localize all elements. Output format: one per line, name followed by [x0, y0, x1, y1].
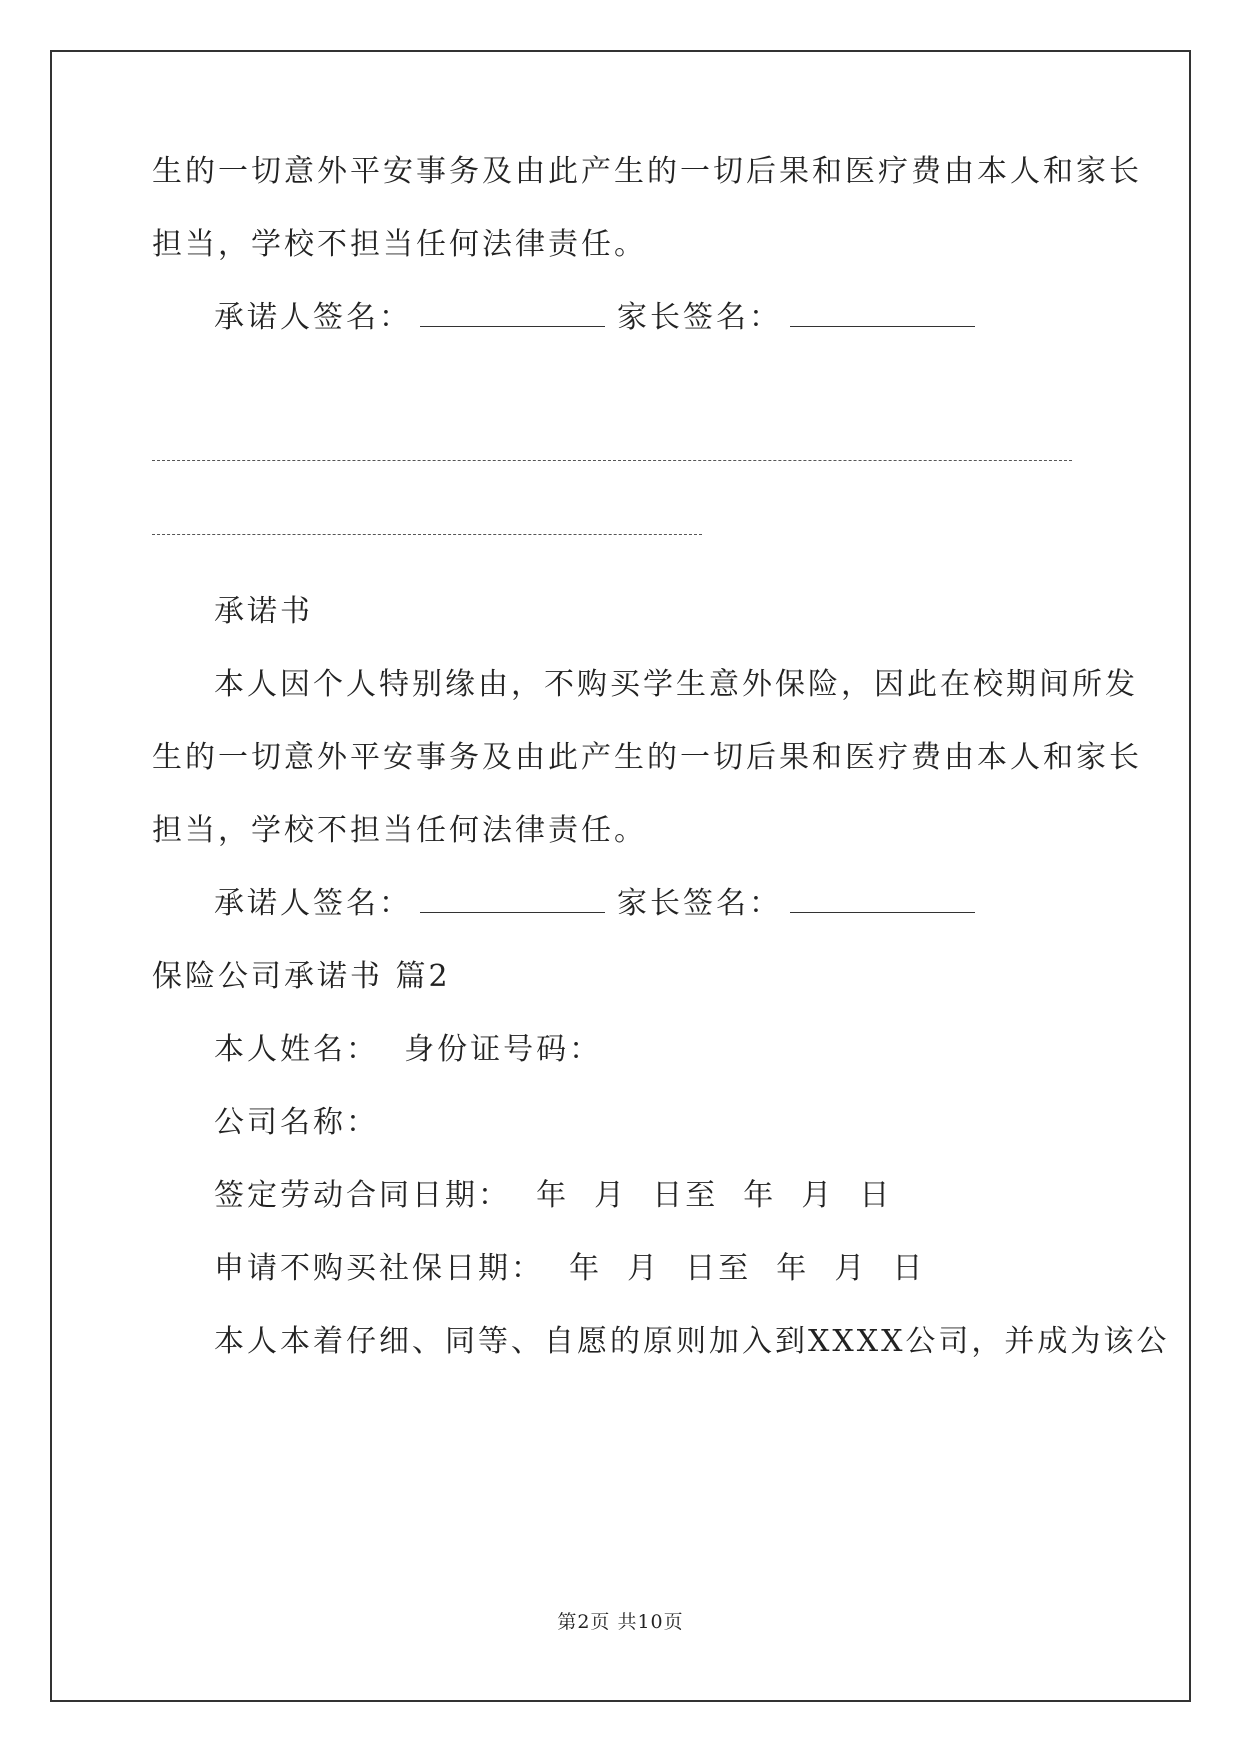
dashed-separator [152, 534, 702, 535]
field-contract-date: 签定劳动合同日期： 年 月 日至 年 月 日 [214, 1178, 893, 1213]
promiser-signature-blank[interactable] [420, 884, 605, 913]
section-heading: 保险公司承诺书 篇2 [152, 959, 451, 994]
promiser-signature-blank[interactable] [420, 298, 605, 327]
parent-signature-blank[interactable] [790, 298, 975, 327]
field-name-id: 本人姓名： 身份证号码： [214, 1032, 603, 1067]
field-no-social-date: 申请不购买社保日期： 年 月 日至 年 月 日 [214, 1251, 926, 1286]
promiser-signature-label: 承诺人签名： [214, 300, 412, 335]
paragraph-line: 本人因个人特别缘由，不购买学生意外保险，因此在校期间所发 [214, 667, 1138, 702]
signature-row [214, 298, 987, 338]
page-number-footer: 第2页 共10页 [557, 1611, 684, 1633]
paragraph-line: 本人本着仔细、同等、自愿的原则加入到XXXX公司，并成为该公 [214, 1324, 1170, 1359]
promiser-signature-label: 承诺人签名： [214, 886, 412, 921]
parent-signature-label: 家长签名： [617, 300, 782, 335]
parent-signature-blank[interactable] [790, 884, 975, 913]
paragraph-line: 担当，学校不担当任何法律责任。 [152, 227, 647, 262]
parent-signature-label: 家长签名： [617, 886, 782, 921]
field-company: 公司名称： [214, 1105, 379, 1140]
dashed-separator [152, 460, 1072, 461]
section-title: 承诺书 [214, 594, 313, 629]
paragraph-line: 担当，学校不担当任何法律责任。 [152, 813, 647, 848]
paragraph-line: 生的一切意外平安事务及由此产生的一切后果和医疗费由本人和家长 [152, 740, 1142, 775]
signature-row [214, 884, 987, 924]
paragraph-line: 生的一切意外平安事务及由此产生的一切后果和医疗费由本人和家长 [152, 154, 1142, 189]
